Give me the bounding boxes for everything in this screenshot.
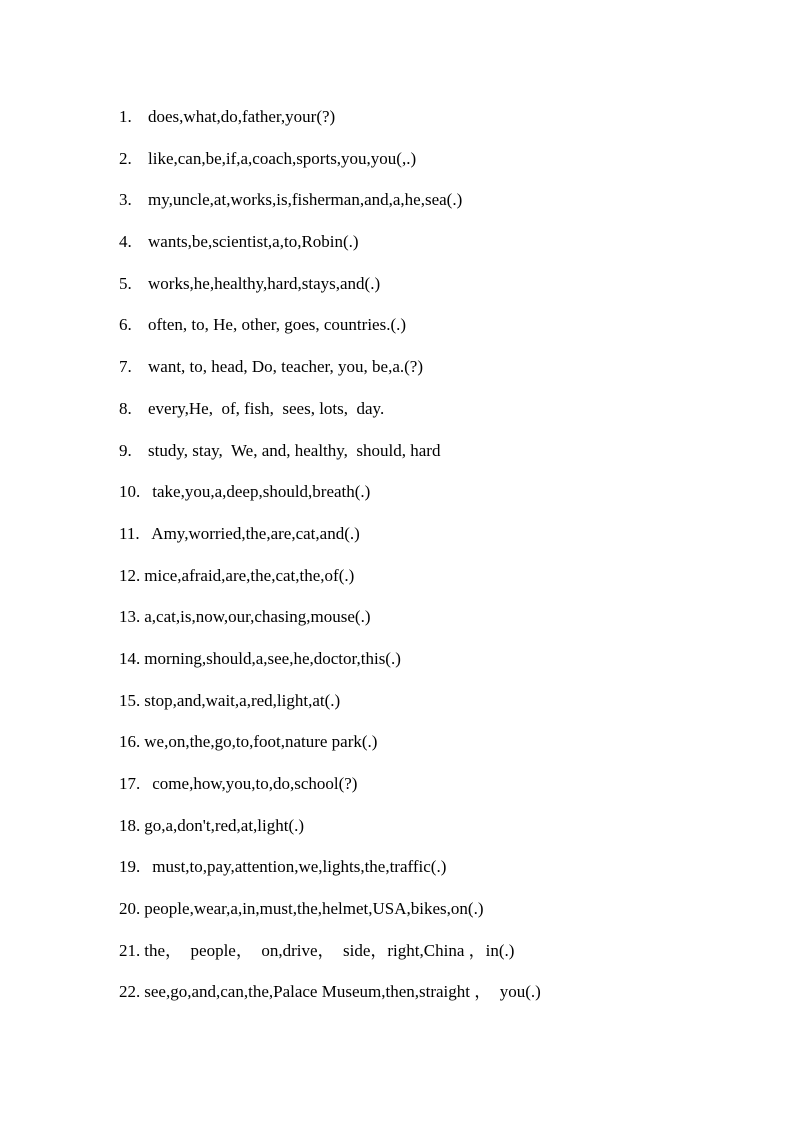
- list-item: [119, 688, 541, 730]
- item-text: mice,afraid,are,the,cat,the,of(.): [144, 565, 355, 585]
- item-number: 9.: [119, 440, 132, 460]
- item-text: study, stay, We, and, healthy, should, hard: [148, 440, 441, 460]
- item-text: see,go,and,can,the,Palace Museum,then,straight ， you(.): [144, 982, 541, 1002]
- item-number: 19.: [119, 857, 141, 877]
- list-item: [119, 479, 541, 521]
- item-number: 15.: [119, 690, 141, 710]
- list-item: [119, 438, 541, 480]
- item-text: wants,be,scientist,a,to,Robin(.): [148, 232, 359, 252]
- item-text: every,He, of, fish, sees, lots, day.: [148, 398, 385, 418]
- list-item: [119, 271, 541, 313]
- item-text: often, to, He, other, goes, countries.(.): [148, 315, 407, 335]
- exercise-list: [119, 104, 541, 1021]
- item-number: 17.: [119, 774, 141, 793]
- list-item: [119, 854, 541, 896]
- list-item: [119, 146, 541, 188]
- item-number: 16.: [119, 732, 141, 752]
- item-number: 3.: [119, 190, 132, 210]
- item-number: 1.: [119, 107, 132, 126]
- item-text: a,cat,is,now,our,chasing,mouse(.): [144, 607, 371, 627]
- list-item: [119, 896, 541, 938]
- list-item: [119, 563, 541, 605]
- item-number: 22.: [119, 982, 141, 1002]
- item-number: 11.: [119, 523, 140, 543]
- list-item: [119, 813, 541, 855]
- list-item: [119, 229, 541, 271]
- item-text: like,can,be,if,a,coach,sports,you,you(,.): [148, 148, 417, 168]
- item-number: 8.: [119, 398, 132, 418]
- item-number: 14.: [119, 648, 141, 668]
- list-item: [119, 396, 541, 438]
- item-text: works,he,healthy,hard,stays,and(.): [148, 273, 381, 293]
- item-text: go,a,don't,red,at,light(.): [144, 815, 305, 835]
- list-item: [119, 187, 541, 229]
- item-text: want, to, head, Do, teacher, you, be,a.(?): [148, 357, 423, 377]
- item-text: take,you,a,deep,should,breath(.): [148, 482, 371, 502]
- item-number: 2.: [119, 148, 132, 168]
- list-item: [119, 354, 541, 396]
- list-item: [119, 979, 541, 1021]
- list-item: [119, 604, 541, 646]
- item-number: 4.: [119, 232, 132, 252]
- item-text: my,uncle,at,works,is,fisherman,and,a,he,sea(.): [148, 190, 463, 210]
- item-number: 7.: [119, 357, 132, 377]
- list-item: [119, 312, 541, 354]
- item-number: 5.: [119, 273, 132, 293]
- item-text: morning,should,a,see,he,doctor,this(.): [144, 648, 401, 668]
- item-text: people,wear,a,in,must,the,helmet,USA,bikes,on(.): [144, 899, 484, 919]
- item-number: 20.: [119, 899, 141, 919]
- item-number: 13.: [119, 607, 141, 627]
- list-item: [119, 938, 541, 980]
- list-item: [119, 729, 541, 771]
- list-item: [119, 646, 541, 688]
- item-text: stop,and,wait,a,red,light,at(.): [144, 690, 341, 710]
- item-number: 18.: [119, 815, 141, 835]
- item-text: we,on,the,go,to,foot,nature park(.): [144, 732, 378, 752]
- list-item: [119, 771, 541, 813]
- item-text: does,what,do,father,your(?): [148, 107, 336, 126]
- list-item: [119, 104, 541, 146]
- item-number: 21.: [119, 940, 141, 960]
- item-text: Amy,worried,the,are,cat,and(.): [148, 523, 360, 543]
- item-text: must,to,pay,attention,we,lights,the,traffic(.): [148, 857, 447, 877]
- list-item: [119, 521, 541, 563]
- item-text: the， people， on,drive， side，right,China ，in(.): [144, 940, 515, 960]
- item-number: 6.: [119, 315, 132, 335]
- item-number: 12.: [119, 565, 141, 585]
- item-number: 10.: [119, 482, 141, 502]
- item-text: come,how,you,to,do,school(?): [148, 774, 358, 793]
